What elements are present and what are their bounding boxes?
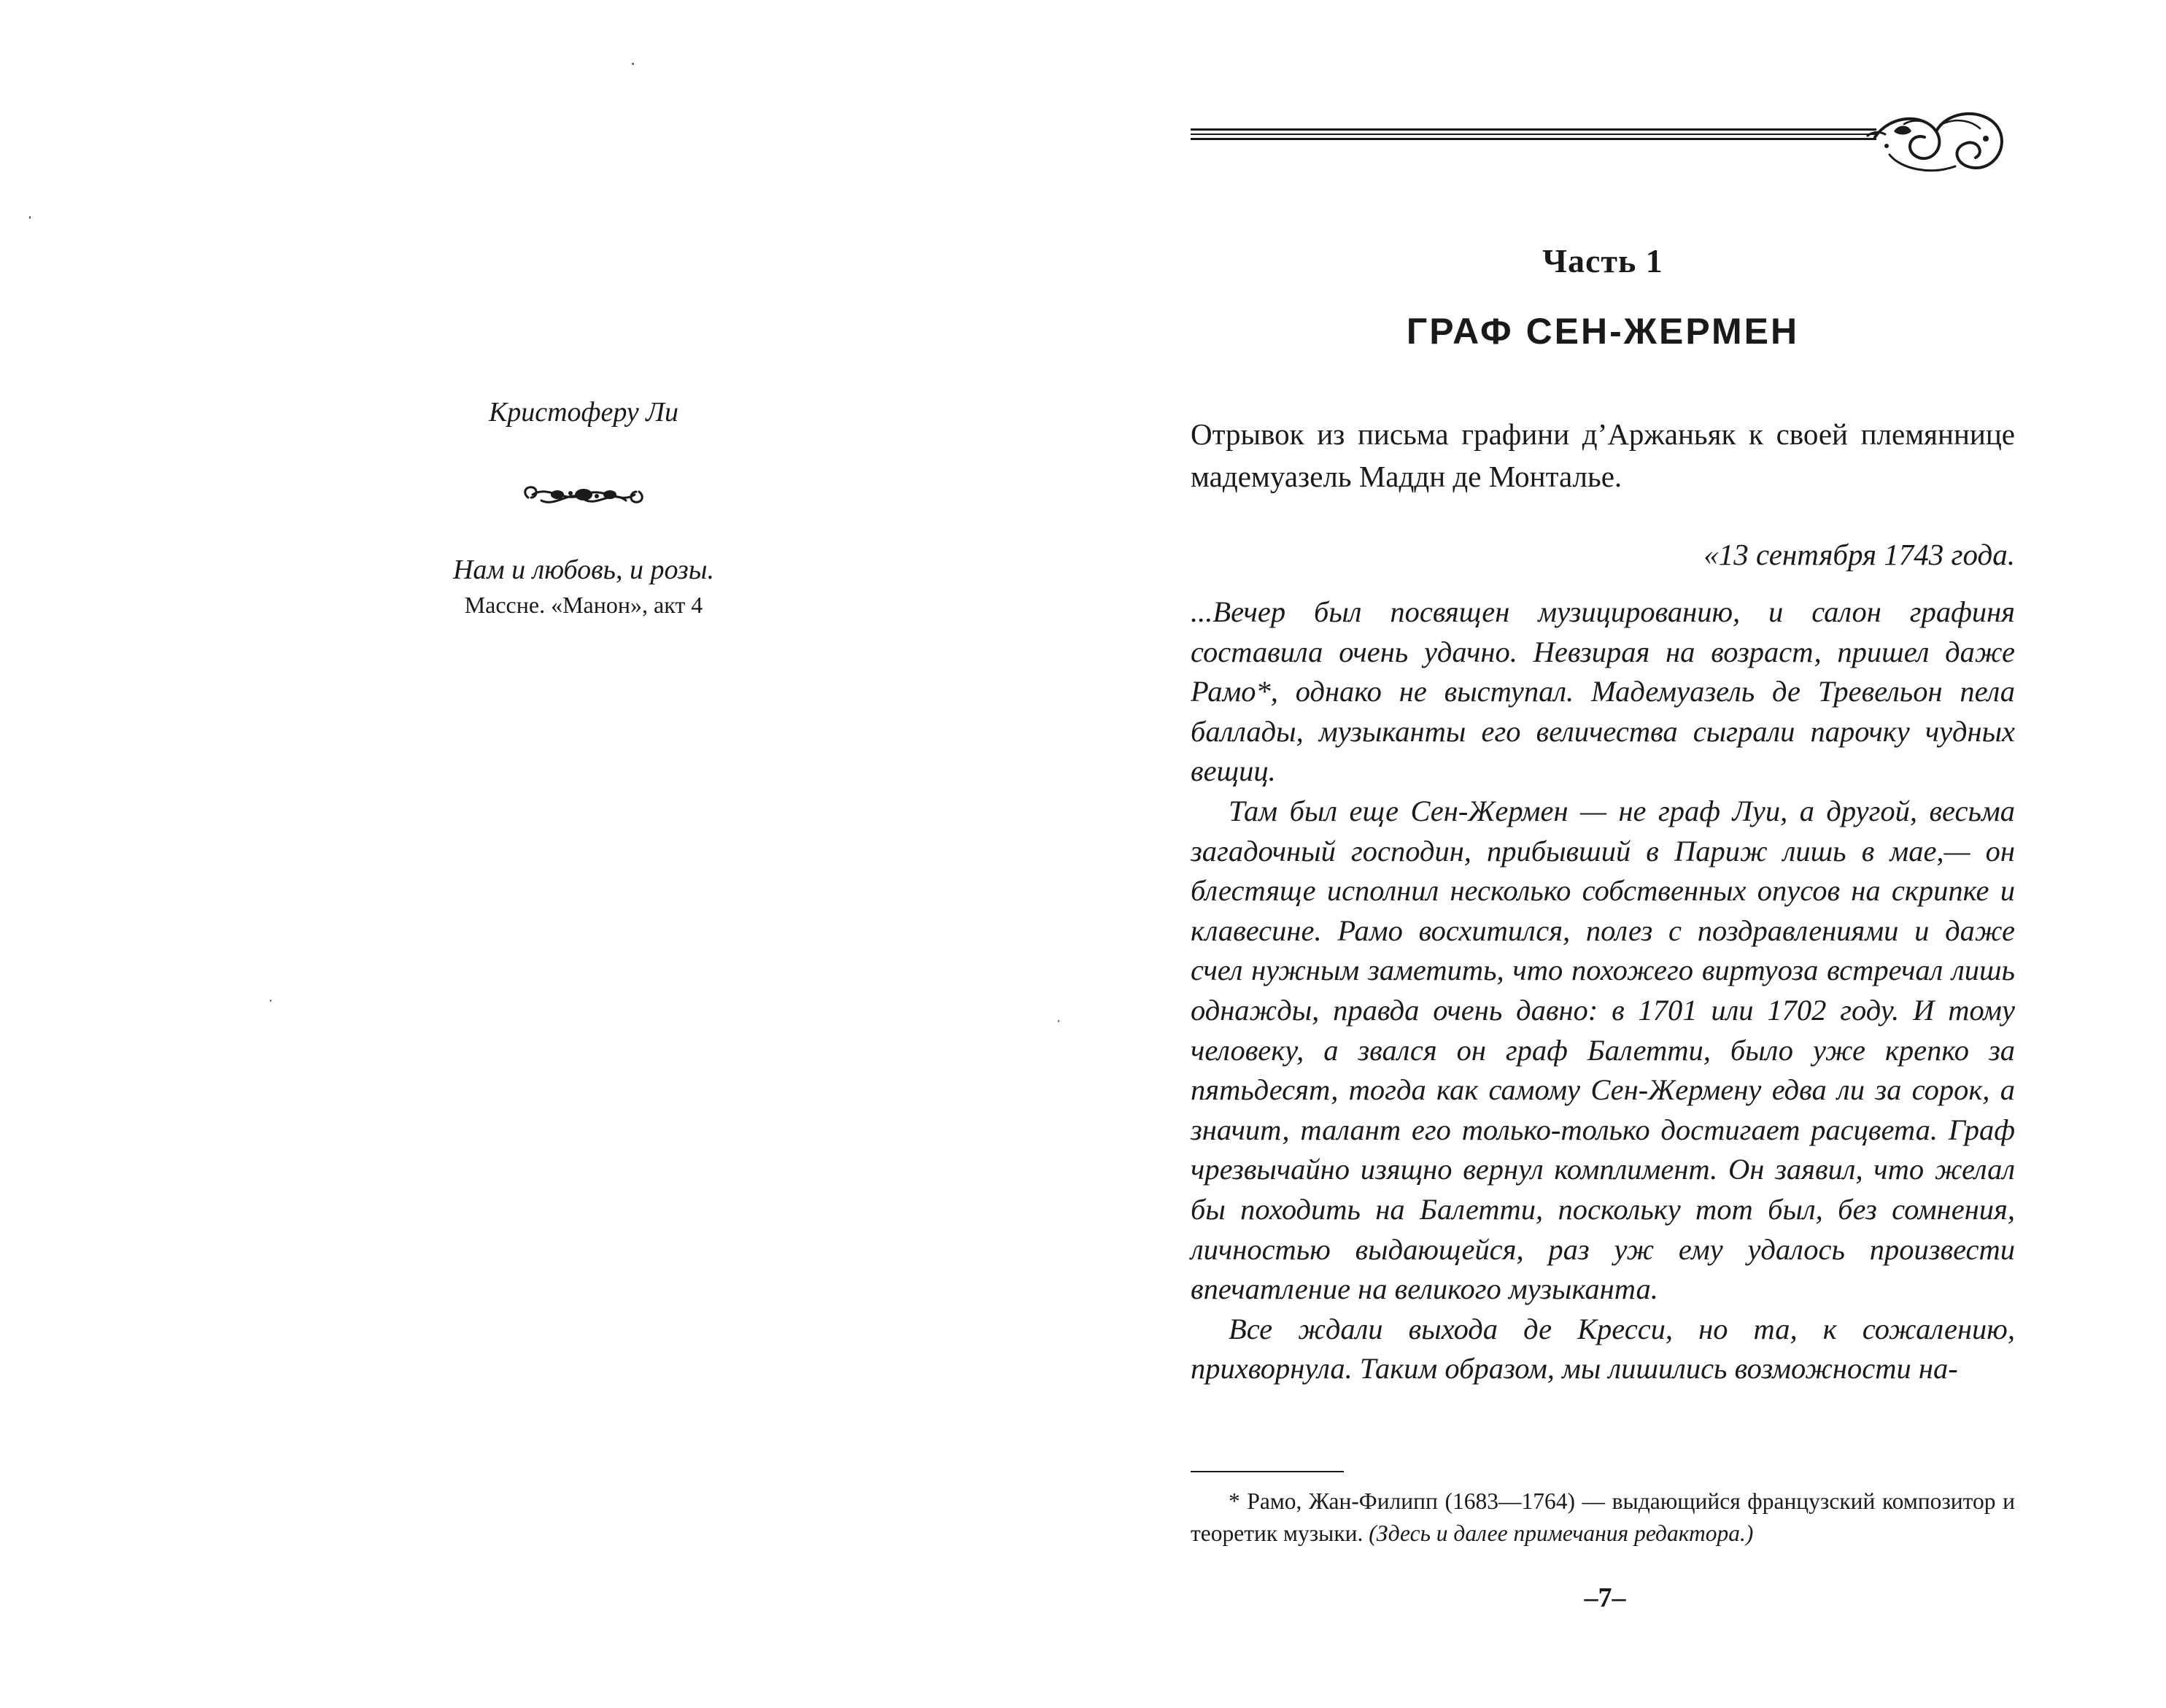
dedication: Кристоферу Ли [489,397,678,428]
epigraph-source: Массне. «Манон», акт 4 [464,592,703,618]
epigraph [306,552,861,622]
paper-speck [270,1000,271,1002]
page-number: –7– [1584,1583,1626,1613]
letter-date: «13 сентября 1743 года. [1703,538,2015,571]
paper-speck [1058,1020,1059,1022]
body-paragraph: Там был еще Сен-Жермен — не граф Луи, а другой, весьма загадочный господин, прибывший в Париж лишь в мае,— он блестяще исполнил несколько собственных опусов на скрипке и клавесине. Рамо восхитился, полез с поздравлениями и даже счел нужным заметить, что похожего виртуоза встречал лишь однажды, правда очень давно: в 1701 или 1702 году. И тому человеку, а звался он граф Балетти, было уже крепко за пятьдесят, тогда как самому Сен-Жермену едва ли за сорок, а значит, талант его только-только достигает расцвета. Граф чрезвычайно изящно вернул комплимент. Он заявил, что желал бы походить на Балетти, поскольку тот был, без сомнения, личностью выдающейся, раз уж ему удалось произвести впечатление на великого музыканта. [1191,794,2015,1306]
chapter-intro: Отрывок из письма графини д’Аржаньяк к своей племяннице мадемуазель Маддн де Монталье. [1191,417,2015,493]
header-flourish-icon [1860,102,2014,182]
part-label: Часть 1 [1542,242,1663,279]
body-paragraph: Все ждали выхода де Кресси, но та, к сожалению, прихворнула. Таким образом, мы лишились возможности на- [1191,1312,2015,1386]
footnote [1191,1485,2015,1550]
header-rule-line [1191,134,1876,135]
vignette-ornament-icon [519,479,648,511]
epigraph-text: Нам и любовь, и розы. [452,554,714,585]
letter-body [1191,592,2015,1389]
header-rule-line [1191,138,1876,140]
body-paragraph: ...Вечер был посвящен музицированию, и салон графиня составила очень удачно. Невзирая на возраст, пришел даже Рамо*, однако не выступал. Мадемуазель де Тревельон пела баллады, музыканты его величества сыграли парочку чудных вещиц. [1191,595,2015,788]
paper-speck [29,216,31,219]
footnote-text: * Рамо, Жан-Филипп (1683—1764) — выдающийся французский композитор и теоретик музыки. [1191,1488,2015,1546]
part-title: ГРАФ СЕН-ЖЕРМЕН [1406,311,1800,352]
header-rule [1191,127,1876,143]
footnote-separator [1191,1471,1344,1472]
paper-speck [632,63,634,65]
footnote-editor-note: (Здесь и далее примечания редактора.) [1369,1520,1754,1546]
header-rule-line [1191,128,1876,131]
